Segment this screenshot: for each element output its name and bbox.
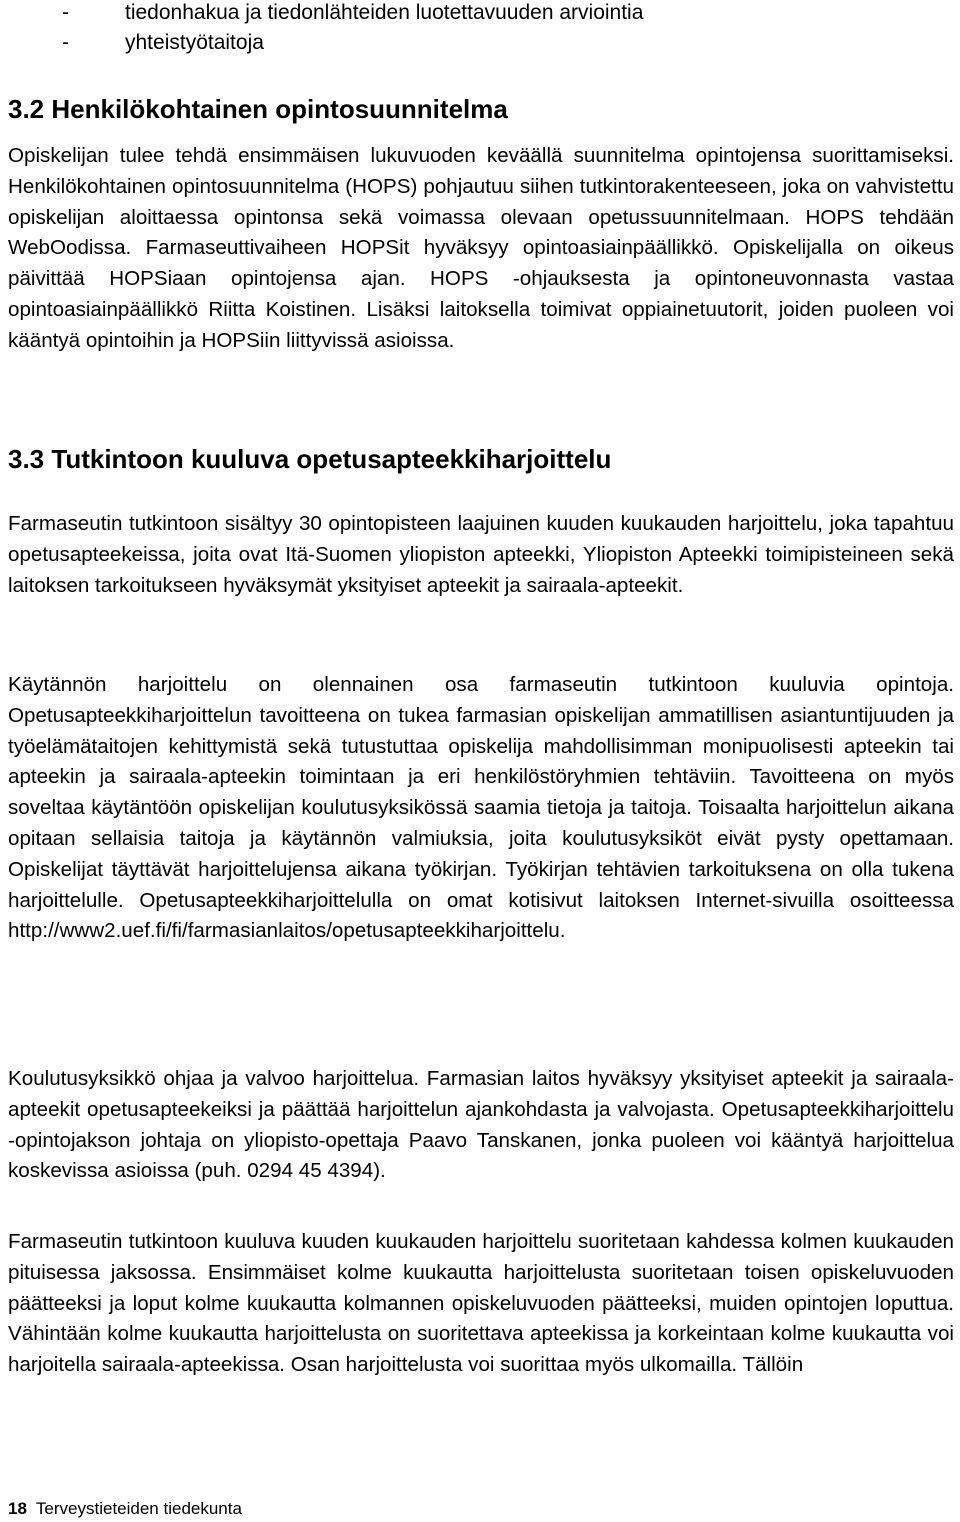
page-footer [8,1498,242,1520]
paragraph: Koulutusyksikkö ohjaa ja valvoo harjoittelua. Farmasian laitos hyväksyy yksityiset apteekit ja sairaala-apteekit opetusapteekeiksi ja päättää harjoittelun ajankohdasta ja valvojasta. Opetusapteekkiharjoittelu -opintojakson johtaja on yliopisto-opettaja Paavo Tanskanen, jonka puoleen voi kääntyä harjoittelua koskevissa asioissa (puh. 0294 45 4394). [8,1067,954,1183]
section-heading-internship: 3.3 Tutkintoon kuuluva opetusapteekkiharjoittelu [8,444,612,474]
paragraph: Käytännön harjoittelu on olennainen osa farmaseutin tutkintoon kuuluvia opintoja. Opetusapteekkiharjoittelun tavoitteena on tukea farmasian opiskelijan ammatillisen asiantuntijuuden ja työelämätaitojen kehittymistä sekä tutustuttaa opiskelija mahdollisimman monipuolisesti apteekin tai apteekin ja sairaala-apteekin toimintaan ja eri henkilöstöryhmien tehtäviin. Tavoitteena on myös soveltaa käytäntöön opiskelijan koulutusyksikössä saamia tietoja ja taitoja. Toisaalta harjoittelun aikana opitaan sellaisia taitoja ja käytännön valmiuksia, joita koulutusyksiköt eivät pysty opettamaan. Opiskelijat täyttävät harjoittelujensa aikana työkirjan. Työkirjan tehtävien tarkoituksena on olla tukena harjoittelulle. Opetusapteekkiharjoittelulla on omat kotisivut laitoksen Internet-sivuilla osoitteessa http://www2.uef.fi/fi/farmasianlaitos/opetusapteekkiharjoittelu. [8,673,954,943]
bullet-marker: - [62,31,69,54]
footer-text: Terveystieteiden tiedekunta [35,1499,242,1518]
list-item-text: yhteistyötaitoja [125,31,264,54]
list-item [62,0,942,28]
page-number: 18 [8,1499,27,1518]
paragraph: Farmaseutin tutkintoon kuuluva kuuden kuukauden harjoittelu suoritetaan kahdessa kolmen kuukauden pituisessa jaksossa. Ensimmäiset kolme kuukautta harjoittelusta suoritetaan toisen opiskeluvuoden päätteeksi ja loput kolme kuukautta kolmannen opiskeluvuoden päätteeksi, muiden opintojen loputtua. Vähintään kolme kuukautta harjoittelusta on suoritettava apteekissa ja korkeintaan kolme kuukautta voi harjoitella sairaala-apteekissa. Osan harjoittelusta voi suorittaa myös ulkomailla. Tällöin [8,1230,954,1377]
paragraph: Farmaseutin tutkintoon sisältyy 30 opintopisteen laajuinen kuuden kuukauden harjoittelu, joka tapahtuu opetusapteekeissa, joita ovat Itä-Suomen yliopiston apteekki, Yliopiston Apteekki toimipisteineen sekä laitoksen tarkoitukseen hyväksymät yksityiset apteekit ja sairaala-apteekit. [8,512,954,597]
paragraph: Opiskelijan tulee tehdä ensimmäisen lukuvuoden keväällä suunnitelma opintojensa suorittamiseksi. Henkilökohtainen opintosuunnitelma (HOPS) pohjautuu siihen tutkintorakenteeseen, joka on vahvistettu opiskelijan aloittaessa opintonsa sekä voimassa olevaan opetussuunnitelmaan. HOPS tehdään WebOodissa. Farmaseuttivaiheen HOPSit hyväksyy opintoasiainpäällikkö. Opiskelijalla on oikeus päivittää HOPSiaan opintojensa ajan. HOPS -ohjauksesta ja opintoneuvonnasta vastaa opintoasiainpäällikkö Riitta Koistinen. Lisäksi laitoksella toimivat oppiainetuutorit, joiden puoleen voi kääntyä opintoihin ja HOPSiin liittyvissä asioissa. [8,144,954,352]
bullet-marker: - [62,1,69,24]
section-heading-hops: 3.2 Henkilökohtainen opintosuunnitelma [8,94,508,124]
bullet-list [62,0,942,58]
list-item-text: tiedonhakua ja tiedonlähteiden luotettavuuden arviointia [125,1,644,24]
list-item [62,28,942,58]
